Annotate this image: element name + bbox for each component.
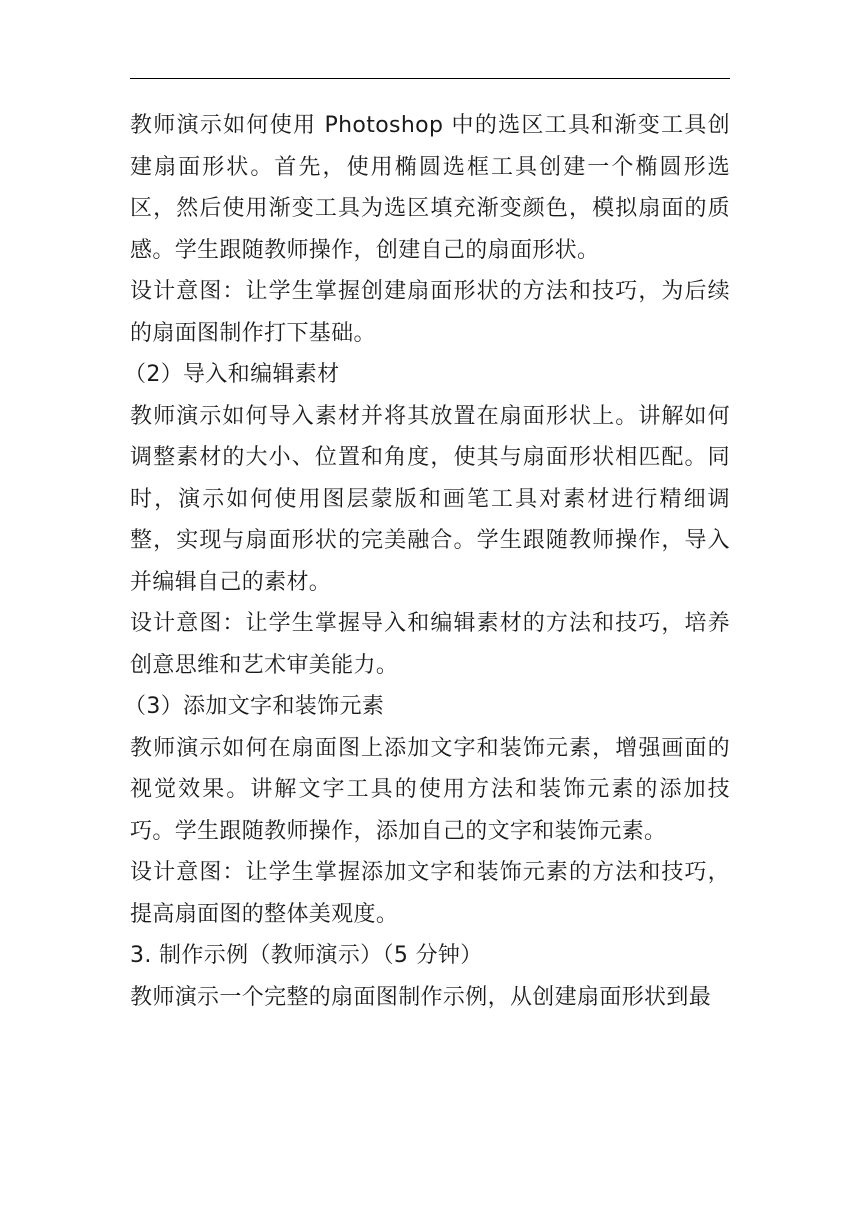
- section-heading-demo-example: 3. 制作示例（教师演示）（5 分钟）: [130, 943, 483, 968]
- paragraph-import-edit: 教师演示如何导入素材并将其放置在扇面形状上。讲解如何调整素材的大小、位置和角度，使其与扇面形状相匹配。同时，演示如何使用图层蒙版和画笔工具对素材进行精细调整，实现与扇面形状的完美融合。学生跟随教师操作，导入并编辑自己的素材。: [130, 403, 730, 595]
- document-body: [124, 105, 730, 1018]
- subheading-import-edit: （2）导入和编辑素材: [124, 362, 340, 387]
- paragraph-design-intent-2: 设计意图：让学生掌握导入和编辑素材的方法和技巧，培养创意思维和艺术审美能力。: [130, 611, 730, 678]
- paragraph-design-intent-3: 设计意图：让学生掌握添加文字和装饰元素的方法和技巧，提高扇面图的整体美观度。: [130, 860, 730, 927]
- paragraph-create-fan-shape: 教师演示如何使用 Photoshop 中的选区工具和渐变工具创建扇面形状。首先，使用椭圆选框工具创建一个椭圆形选区，然后使用渐变工具为选区填充渐变颜色，模拟扇面的质感。学生跟随教师操作，创建自己的扇面形状。: [130, 113, 730, 263]
- subheading-add-text-decor: （3）添加文字和装饰元素: [124, 694, 385, 719]
- paragraph-design-intent-1: 设计意图：让学生掌握创建扇面形状的方法和技巧，为后续的扇面图制作打下基础。: [130, 279, 730, 346]
- header-rule: [130, 78, 730, 79]
- paragraph-demo-example: 教师演示一个完整的扇面图制作示例，从创建扇面形状到最: [130, 984, 712, 1010]
- paragraph-add-text-decor: 教师演示如何在扇面图上添加文字和装饰元素，增强画面的视觉效果。讲解文字工具的使用方法和装饰元素的添加技巧。学生跟随教师操作，添加自己的文字和装饰元素。: [130, 735, 730, 844]
